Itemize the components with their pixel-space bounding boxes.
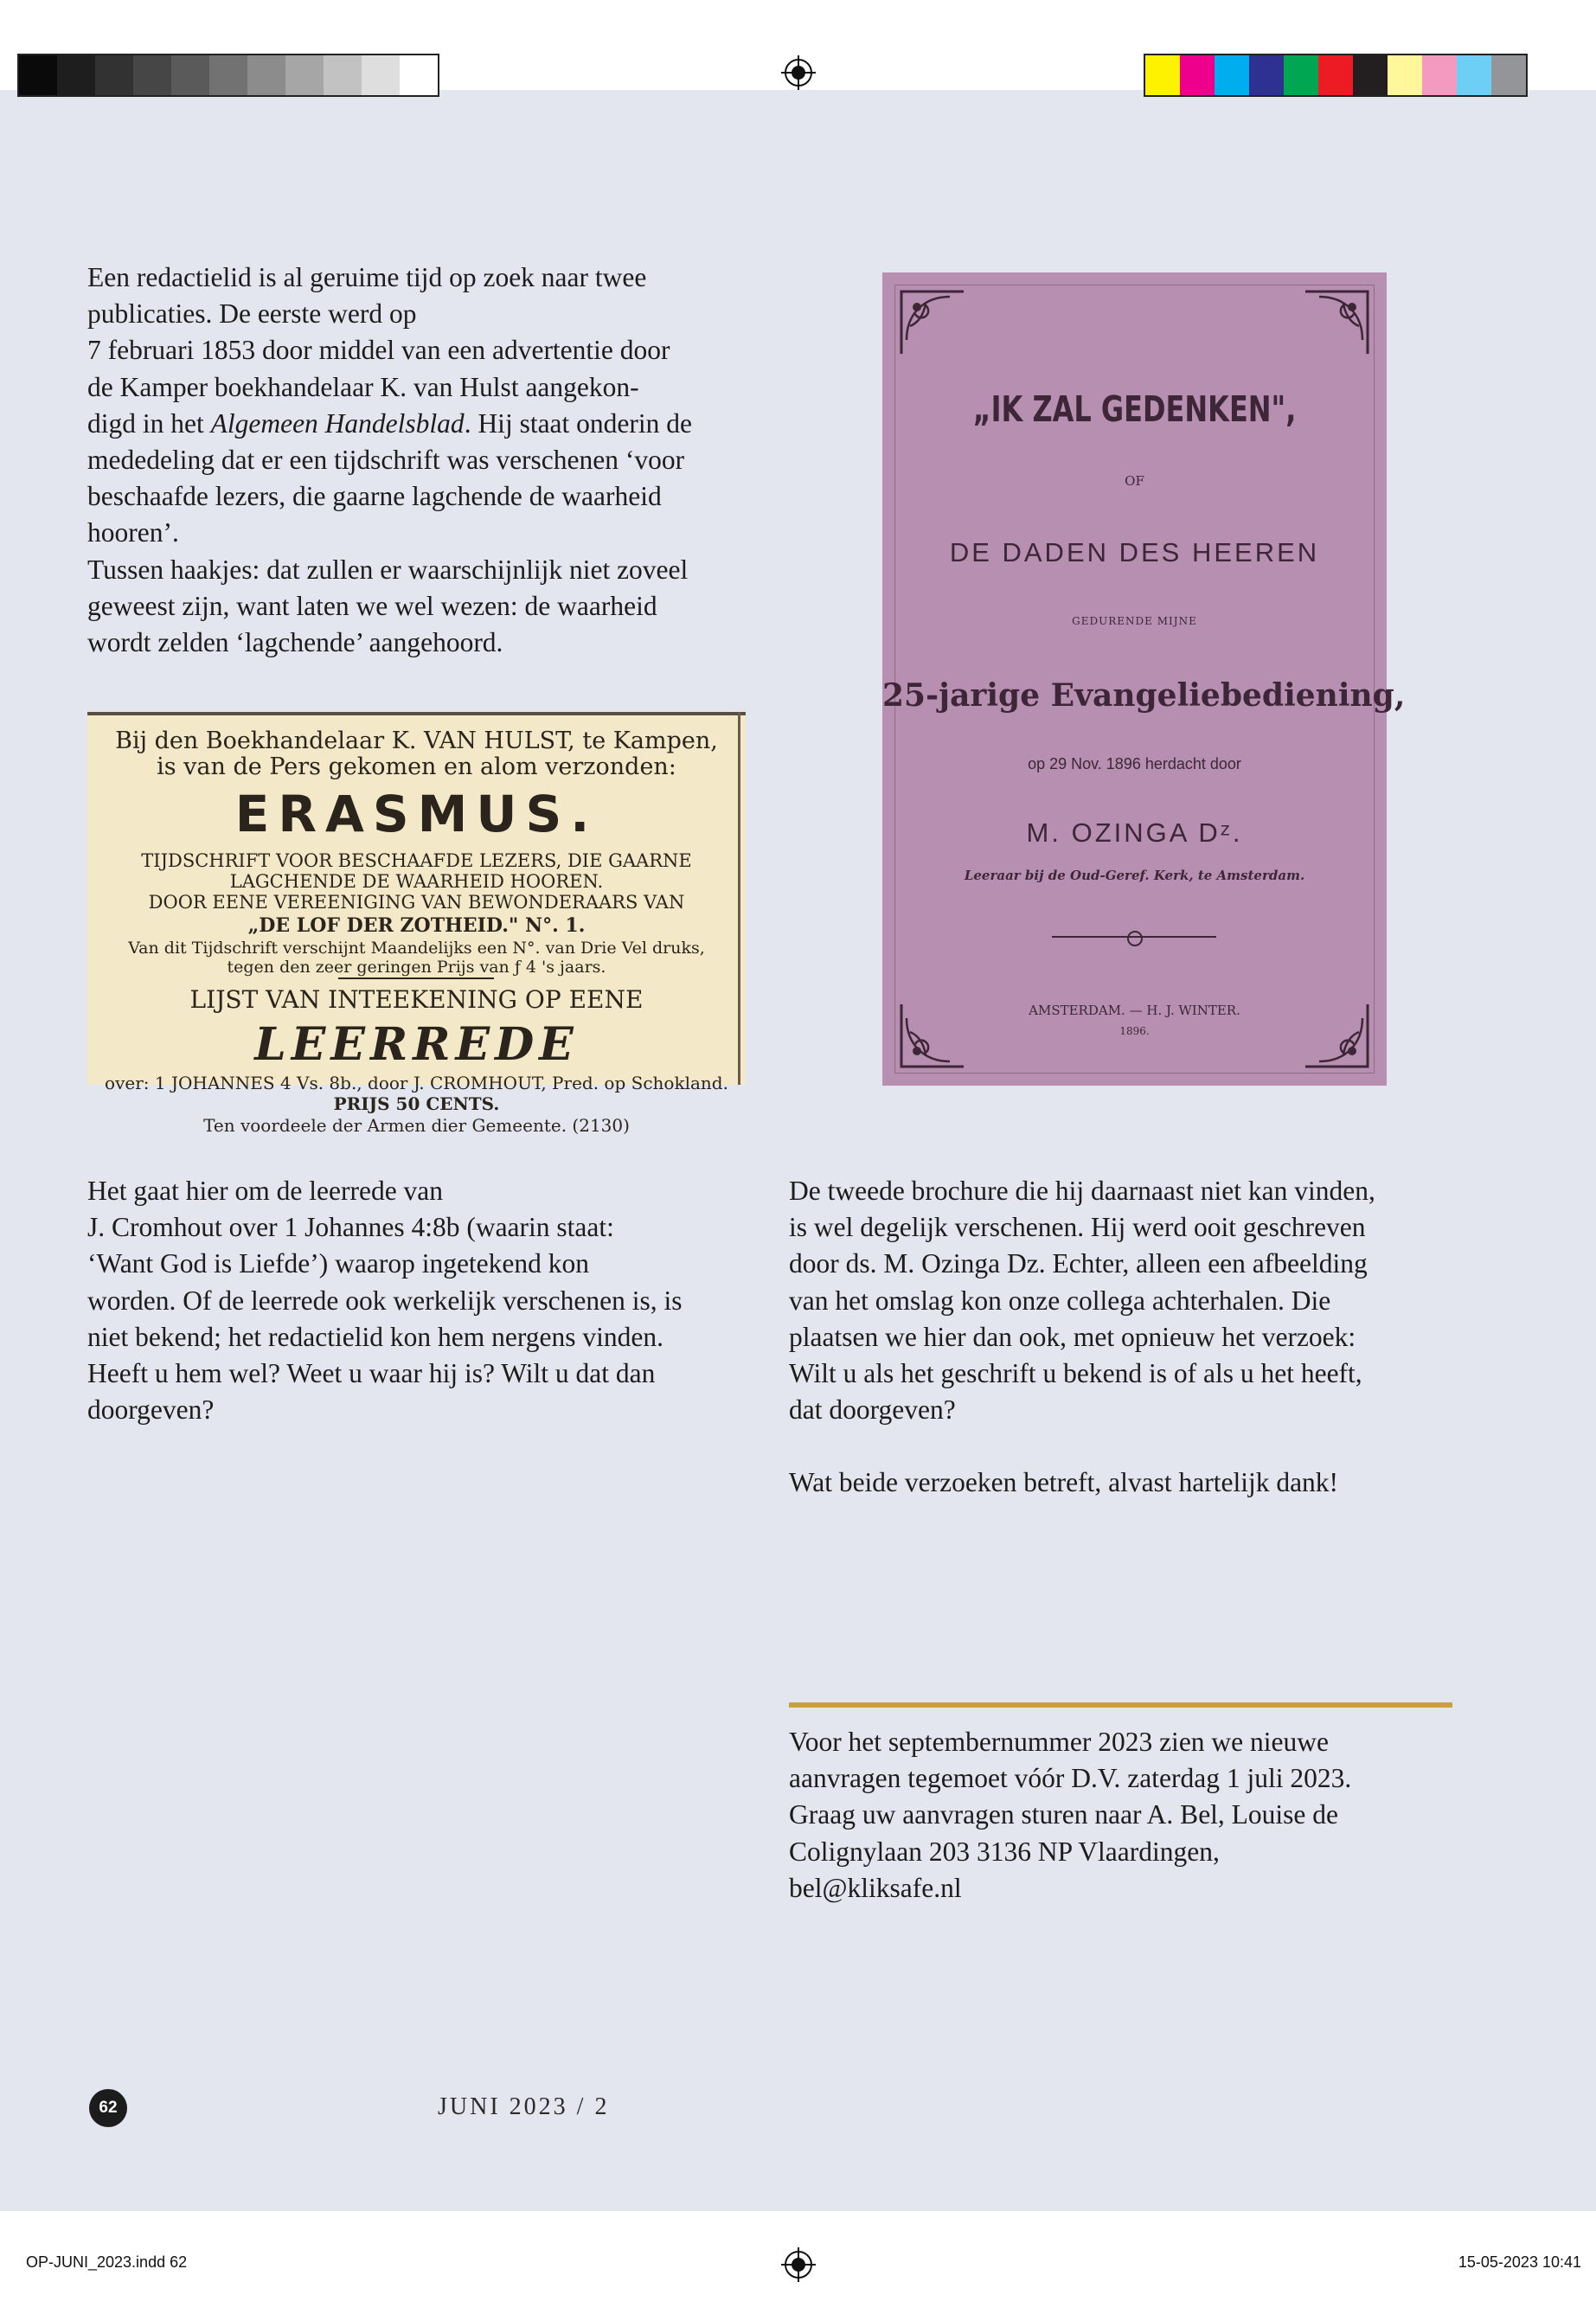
color-swatch bbox=[1422, 55, 1457, 95]
text-line: publicaties. De eerste werd op bbox=[87, 298, 417, 330]
right-column-paragraph bbox=[789, 1173, 1464, 1502]
clipping-line: Van dit Tijdschrift verschijnt Maandelijks een N°. van Drie Vel druks, bbox=[128, 939, 705, 958]
text-line: wordt zelden ‘lagchende’ aangehoord. bbox=[87, 627, 503, 658]
clipping-headline: ERASMUS. bbox=[234, 785, 599, 843]
text-line: is wel degelijk verschenen. Hij werd ooit geschreven bbox=[789, 1212, 1366, 1243]
gray-swatch bbox=[247, 55, 285, 95]
gray-swatch bbox=[362, 55, 400, 95]
color-swatch bbox=[1388, 55, 1422, 95]
page-number-badge: 62 bbox=[89, 2089, 127, 2127]
clipping-line: LAGCHENDE DE WAARHEID HOOREN. bbox=[229, 871, 604, 892]
print-slug-file: OP-JUNI_2023.indd 62 bbox=[26, 2253, 188, 2271]
text-line: beschaafde lezers, die gaarne lagchende de waarheid bbox=[87, 481, 662, 512]
clipping-line: over: 1 JOHANNES 4 Vs. 8b., door J. CROMHOUT, Pred. op Schokland. bbox=[105, 1073, 728, 1093]
text-line: Colignylaan 203 3136 NP Vlaardingen, bbox=[789, 1836, 1220, 1867]
grayscale-calibration-bar bbox=[17, 54, 439, 97]
cover-line: OF bbox=[1125, 473, 1144, 489]
text-line: plaatsen we hier dan ook, met opnieuw het verzoek: bbox=[789, 1321, 1356, 1352]
text-line bbox=[87, 406, 762, 442]
text-line: 7 februari 1853 door middel van een advertentie door bbox=[87, 335, 670, 366]
email-link[interactable]: bel@kliksafe.nl bbox=[789, 1872, 962, 1903]
left-column-paragraph bbox=[87, 1173, 762, 1428]
thanks-line: Wat beide verzoeken betreft, alvast hartelijk dank! bbox=[789, 1467, 1339, 1498]
cover-line: Leeraar bij de Oud-Geref. Kerk, te Amsterdam. bbox=[964, 868, 1305, 883]
text-line: ‘Want God is Liefde’) waarop ingetekend kon bbox=[87, 1248, 590, 1279]
color-swatch bbox=[1249, 55, 1284, 95]
color-swatch bbox=[1457, 55, 1491, 95]
registration-mark-icon bbox=[781, 55, 816, 90]
clipping-line: is van de Pers gekomen en alom verzonden: bbox=[157, 753, 676, 780]
cover-subtitle: DE DADEN DES HEEREN bbox=[949, 537, 1320, 567]
text-line: Tussen haakjes: dat zullen er waarschijnlijk niet zoveel bbox=[87, 554, 689, 585]
text-line: niet bekend; het redactielid kon hem nergens vinden. bbox=[87, 1321, 663, 1352]
submission-notice bbox=[789, 1724, 1464, 1907]
corner-ornament-icon bbox=[1302, 288, 1371, 357]
clipping-line: Bij den Boekhandelaar K. VAN HULST, te Kampen, bbox=[115, 727, 718, 754]
cover-year: 1896. bbox=[1119, 1025, 1150, 1037]
clipping-headline: LEERREDE bbox=[254, 1018, 579, 1071]
text-line: worden. Of de leerrede ook werkelijk verschenen is, is bbox=[87, 1285, 683, 1316]
text-line: Graag uw aanvragen sturen naar A. Bel, Louise de bbox=[789, 1799, 1339, 1830]
cover-publisher: AMSTERDAM. — H. J. WINTER. bbox=[1029, 1003, 1240, 1018]
registration-mark-icon bbox=[781, 2247, 816, 2282]
gray-swatch bbox=[285, 55, 324, 95]
clipping-line: Ten voordeele der Armen dier Gemeente. (2130) bbox=[203, 1115, 630, 1136]
text-line: Wilt u als het geschrift u bekend is of als u het heeft, bbox=[789, 1358, 1362, 1389]
clipping-line: TIJDSCHRIFT VOOR BESCHAAFDE LEZERS, DIE GAARNE bbox=[141, 850, 692, 871]
text-line: Heeft u hem wel? Weet u waar hij is? Wilt u dat dan bbox=[87, 1358, 656, 1389]
color-swatch bbox=[1284, 55, 1318, 95]
clipping-line: PRIJS 50 CENTS. bbox=[333, 1093, 500, 1114]
gray-swatch bbox=[57, 55, 95, 95]
text-line: geweest zijn, want laten we wel wezen: de waarheid bbox=[87, 590, 657, 621]
text-line: J. Cromhout over 1 Johannes 4:8b (waarin staat: bbox=[87, 1212, 614, 1243]
cover-line: GEDURENDE MIJNE bbox=[1072, 615, 1197, 627]
cover-line: op 29 Nov. 1896 herdacht door bbox=[1028, 755, 1241, 772]
cover-title: „IK ZAL GEDENKEN", bbox=[972, 388, 1297, 430]
color-calibration-bar bbox=[1144, 54, 1528, 97]
color-swatch bbox=[1491, 55, 1526, 95]
section-divider bbox=[789, 1702, 1452, 1708]
cover-line: 25-jarige Evangeliebediening, bbox=[882, 677, 1406, 714]
text-line: aanvragen tegemoet vóór D.V. zaterdag 1 juli 2023. bbox=[789, 1763, 1352, 1794]
color-swatch bbox=[1353, 55, 1388, 95]
intro-paragraph bbox=[87, 260, 762, 661]
gray-swatch bbox=[324, 55, 362, 95]
text-line: mededeling dat er een tijdschrift was verschenen ‘voor bbox=[87, 445, 685, 476]
gray-swatch bbox=[19, 55, 57, 95]
gray-swatch bbox=[95, 55, 133, 95]
text-line: dat doorgeven? bbox=[789, 1394, 956, 1426]
text-line: door ds. M. Ozinga Dz. Echter, alleen een afbeelding bbox=[789, 1248, 1368, 1279]
clipping-line: DOOR EENE VEREENIGING VAN BEWONDERAARS VAN bbox=[148, 892, 685, 913]
text-line: Voor het septembernummer 2023 zien we nieuwe bbox=[789, 1727, 1329, 1757]
clipping-line: „DE LOF DER ZOTHEID." N°. 1. bbox=[247, 914, 586, 937]
text-line: van het omslag kon onze collega achterhalen. Die bbox=[789, 1285, 1331, 1316]
text-line: Het gaat hier om de leerrede van bbox=[87, 1176, 444, 1206]
text-line: doorgeven? bbox=[87, 1394, 215, 1426]
text-line: Een redactielid is al geruime tijd op zoek naar twee bbox=[87, 262, 647, 292]
newspaper-clipping-image bbox=[87, 712, 746, 1136]
brochure-cover-image bbox=[882, 272, 1406, 1086]
gray-swatch bbox=[400, 55, 438, 95]
text-line: De tweede brochure die hij daarnaast niet kan vinden, bbox=[789, 1176, 1375, 1206]
newspaper-title: Algemeen Handelsblad bbox=[210, 407, 465, 439]
print-slug-date: 15-05-2023 10:41 bbox=[1458, 2253, 1581, 2271]
text-run: . Hij staat onderin de bbox=[464, 407, 692, 439]
color-swatch bbox=[1215, 55, 1249, 95]
text-line: de Kamper boekhandelaar K. van Hulst aangekon- bbox=[87, 371, 639, 402]
text-run: digd in het bbox=[87, 407, 211, 439]
issue-label: JUNI 2023 / 2 bbox=[438, 2093, 610, 2120]
color-swatch bbox=[1145, 55, 1180, 95]
color-swatch bbox=[1318, 55, 1353, 95]
gray-swatch bbox=[133, 55, 171, 95]
corner-ornament-icon bbox=[898, 288, 967, 357]
color-swatch bbox=[1180, 55, 1215, 95]
text-line: hooren’. bbox=[87, 517, 179, 548]
cover-author: M. OZINGA Dᶻ. bbox=[1026, 817, 1243, 848]
clipping-line: LIJST VAN INTEEKENING OP EENE bbox=[189, 985, 644, 1014]
gray-swatch bbox=[171, 55, 209, 95]
gray-swatch bbox=[209, 55, 247, 95]
clipping-line: tegen den zeer geringen Prijs van ƒ 4 's jaars. bbox=[227, 958, 606, 977]
